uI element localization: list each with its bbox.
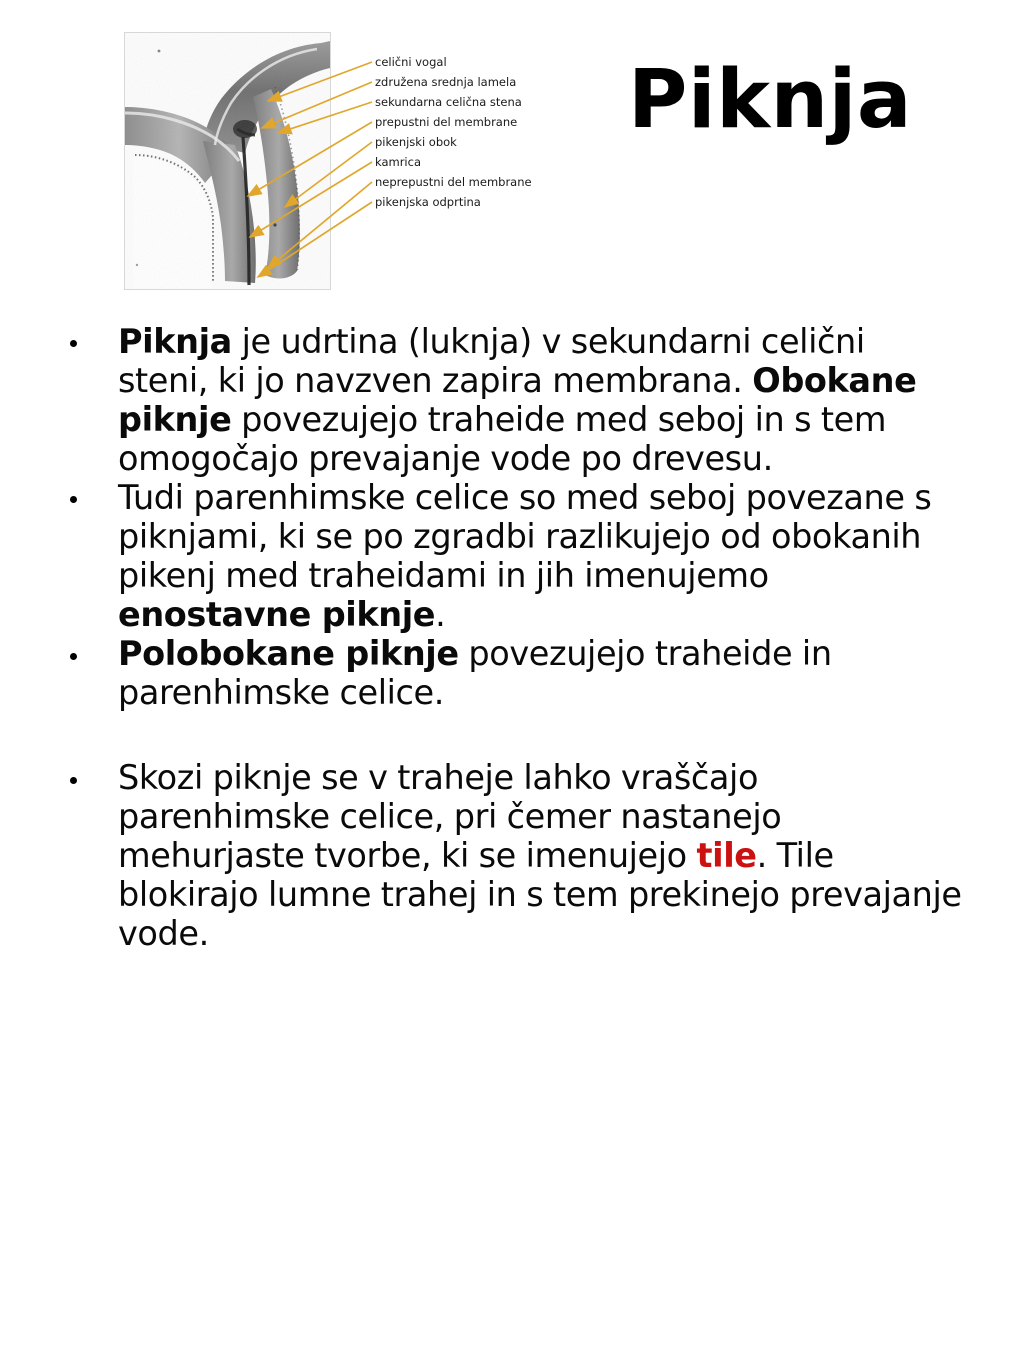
callout-label-pikenjski-obok: pikenjski obok [375, 135, 457, 149]
body-text: povezujejo traheide in parenhimske celice. [118, 634, 832, 713]
highlight-term-tile: tile [696, 836, 757, 876]
callout-label-pikenjska-odprtina: pikenjska odprtina [375, 195, 481, 209]
callout-label-zdruzena-srednja-lamela: združena srednja lamela [375, 75, 517, 89]
bullet-simple-pits [62, 478, 962, 634]
body-text: . Tile blokirajo lumne trahej in s tem prekinejo prevajanje vode. [118, 836, 962, 954]
emphasis-term: Polobokane piknje [118, 634, 459, 674]
emphasis-term: Obokane piknje [118, 361, 917, 440]
callout-label-neprepustni-del-membrane: neprepustni del membrane [375, 175, 532, 189]
body-text: . [435, 595, 446, 635]
callout-label-celicni-vogal: celični vogal [375, 55, 447, 69]
emphasis-term: enostavne piknje [118, 595, 436, 635]
bullet-definition [62, 322, 962, 478]
bullet-half-bordered-pits [62, 634, 962, 712]
bullet-tyloses [62, 758, 962, 953]
callout-label-prepustni-del-membrane: prepustni del membrane [375, 115, 518, 129]
figure-bordered-pit [124, 32, 331, 290]
emphasis-term: Piknja [118, 322, 232, 361]
callout-label-sekundarna-celicna-stena: sekundarna celična stena [375, 95, 522, 109]
callout-label-kamrica: kamrica [375, 155, 421, 169]
micrograph-svg [125, 33, 330, 289]
bullet-list [62, 322, 962, 953]
body-text: Tudi parenhimske celice so med seboj povezane s piknjami, ki se po zgradbi razlikujejo od obokanih pikenj med traheidami in jih imenujemo [118, 478, 932, 596]
page-title: Piknja [627, 53, 913, 147]
body-text: povezujejo traheide med seboj in s tem omogočajo prevajanje vode po drevesu. [118, 400, 887, 479]
body-text: Skozi piknje se v traheje lahko vraščajo parenhimske celice, pri čemer nastanejo mehurjaste tvorbe, ki se imenujejo [118, 758, 782, 876]
micrograph-image [124, 32, 331, 290]
body-text: je udrtina (luknja) v sekundarni celični steni, ki jo navzven zapira membrana. [118, 322, 865, 401]
